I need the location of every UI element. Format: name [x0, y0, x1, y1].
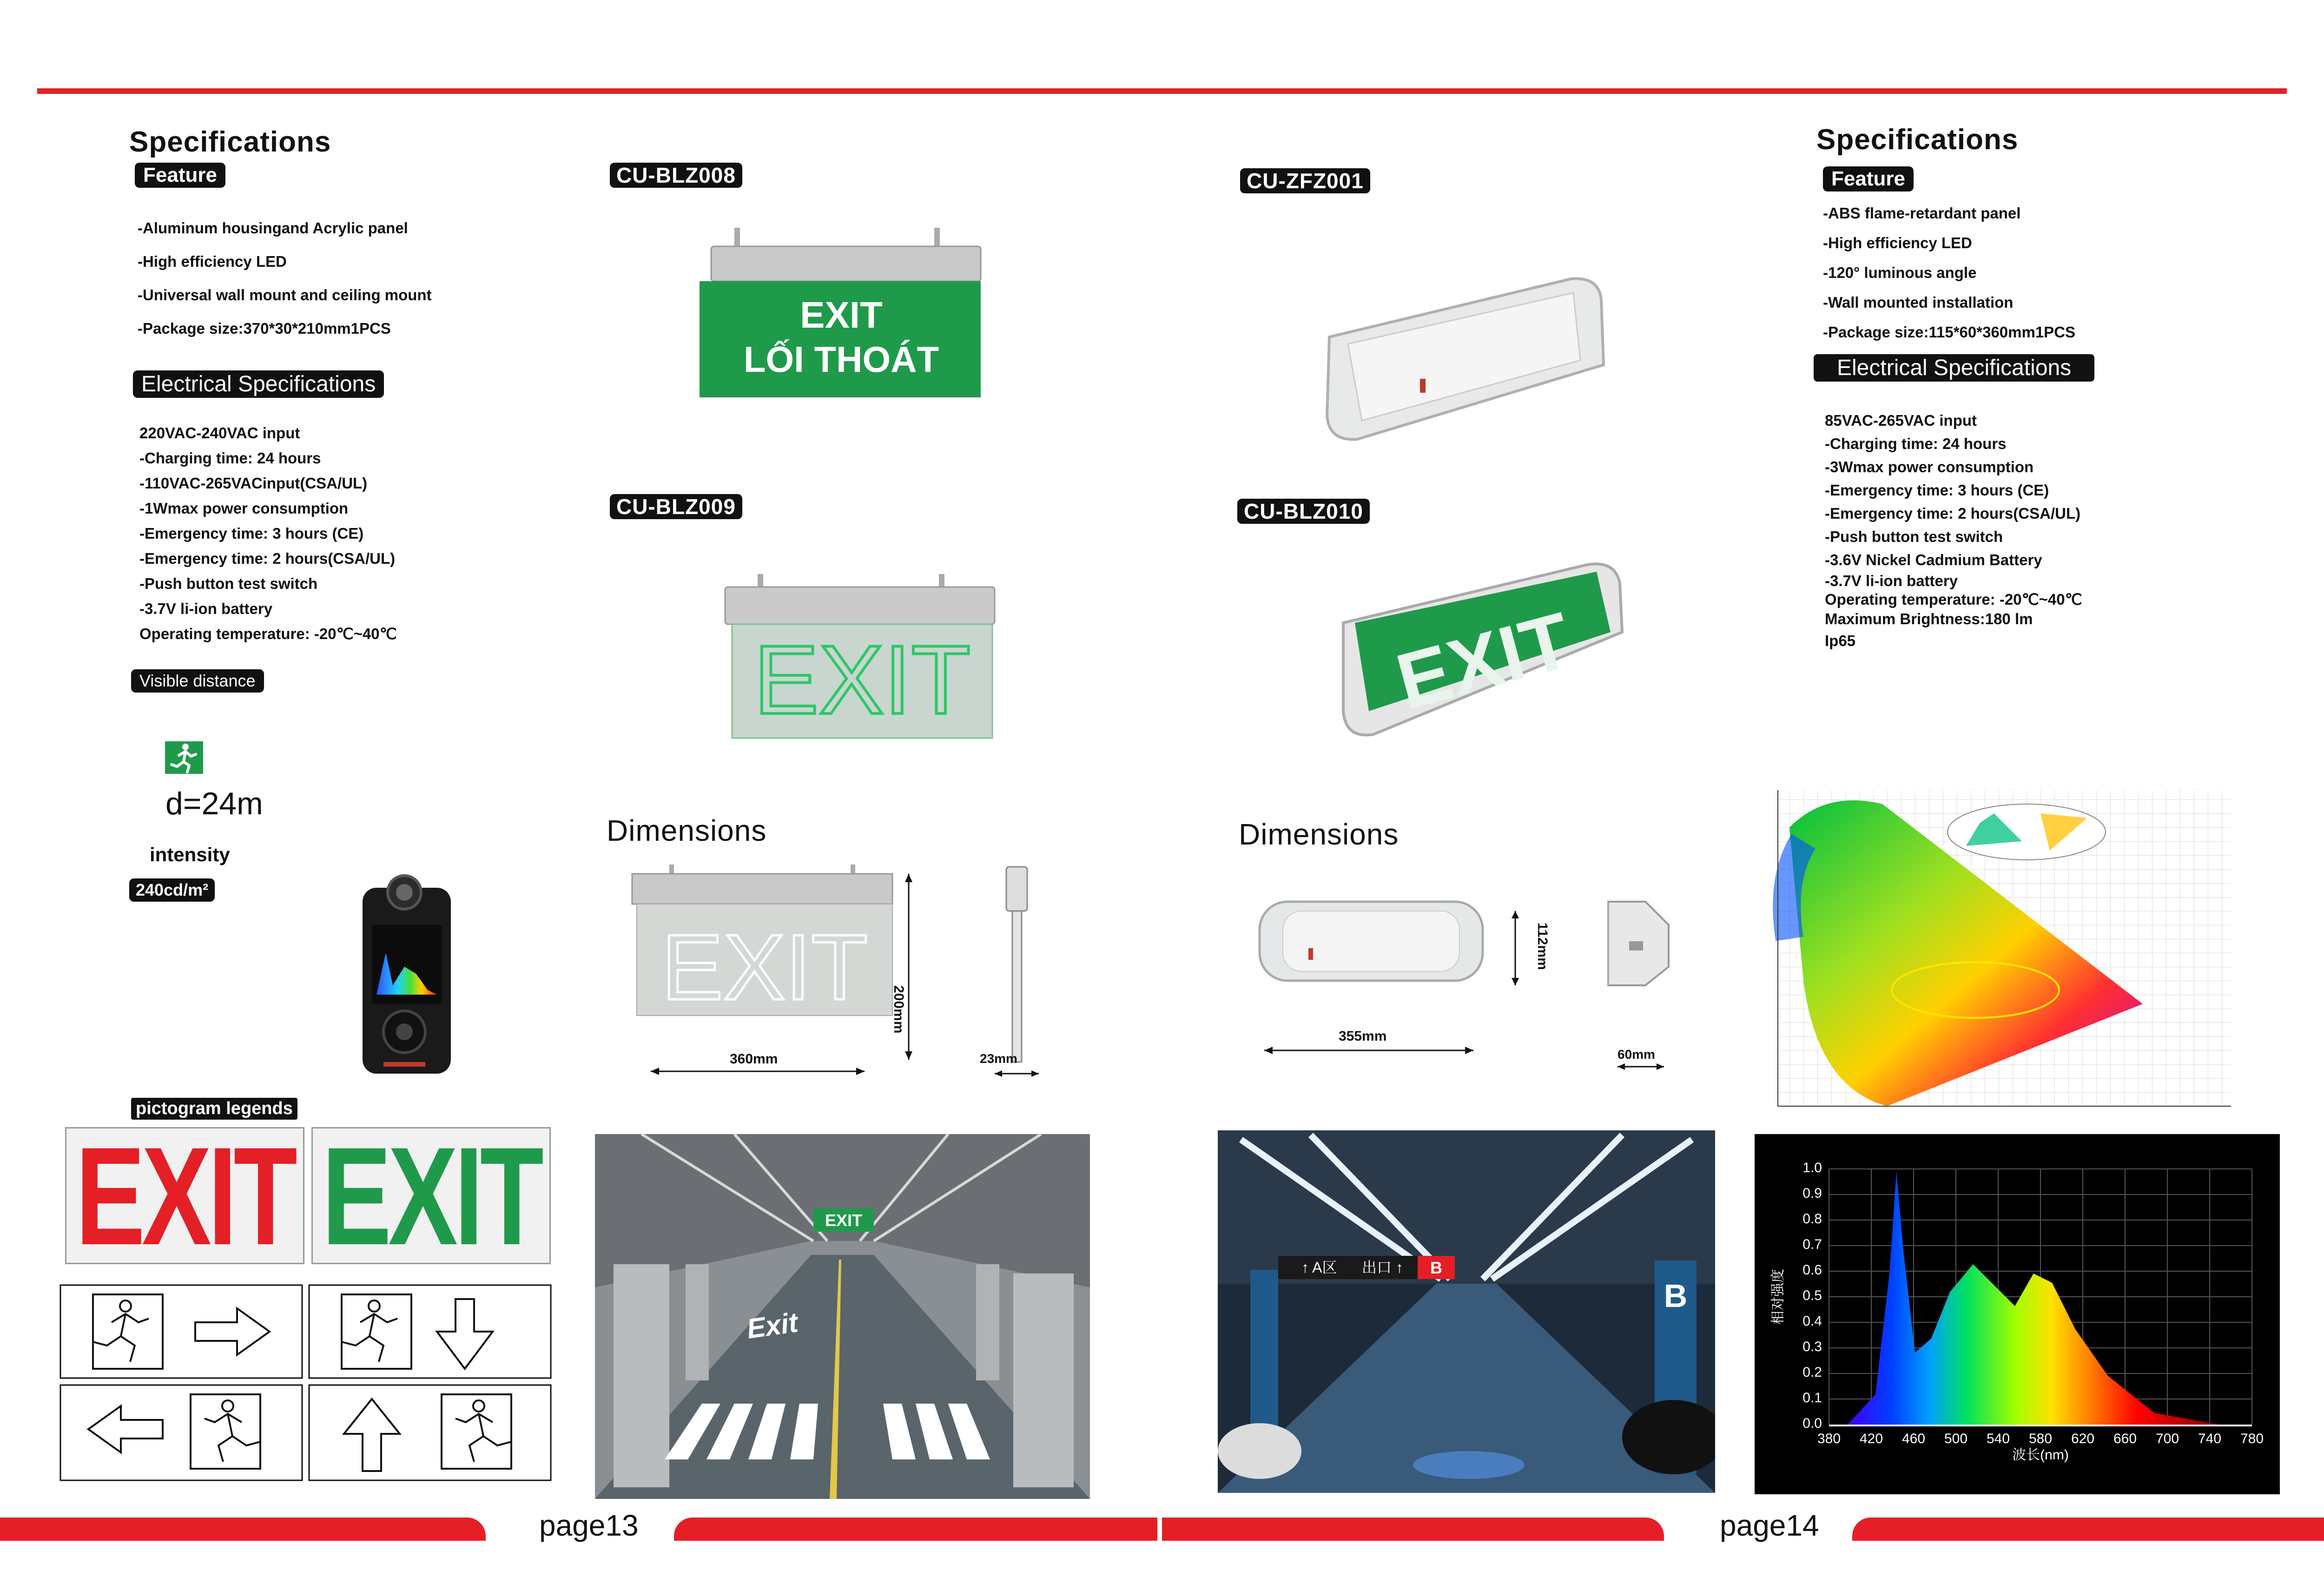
svg-text:0.7: 0.7 [1802, 1237, 1822, 1252]
list-item: -1Wmax power consumption [139, 500, 349, 517]
svg-text:B: B [1430, 1258, 1442, 1277]
svg-text:580: 580 [2028, 1431, 2053, 1446]
feature-list-right [1823, 198, 2075, 347]
svg-text:620: 620 [2071, 1431, 2095, 1446]
svg-text:0.9: 0.9 [1802, 1186, 1822, 1201]
model-badge-zfz001: CU-ZFZ001 [1240, 168, 1370, 193]
dim-width-label-left: 360mm [730, 1051, 778, 1067]
list-item: -Package size:370*30*210mm1PCS [138, 320, 391, 337]
spectrum-xlabel: 波长(nm) [2012, 1447, 2069, 1463]
svg-text:0.8: 0.8 [1802, 1211, 1822, 1227]
list-item: -Wall mounted installation [1823, 294, 2014, 311]
garage-photo-left [595, 1134, 1090, 1499]
pictogram-legends-badge: pictogram legends [131, 1098, 297, 1120]
svg-text:0.0: 0.0 [1802, 1416, 1822, 1431]
list-item: -Emergency time: 3 hours (CE) [1825, 482, 2049, 499]
dim-height-label-left: 200mm [891, 985, 906, 1034]
elec-badge-right: Electrical Specifications [1814, 354, 2094, 382]
sign-line2: LỐI THOÁT [743, 339, 939, 380]
spec-title-right: Specifications [1816, 124, 2019, 156]
running-man-down-arrow-icon [342, 1294, 493, 1369]
intensity-badge: 240cd/m² [129, 878, 215, 902]
legend-exit-green-text: EXIT [322, 1117, 541, 1274]
cie-chromaticity-image [1762, 785, 2240, 1118]
list-item: -3.7V li-ion battery [1825, 572, 1958, 589]
list-item: -3Wmax power consumption [1825, 458, 2034, 475]
svg-text:出口 ↑: 出口 ↑ [1362, 1259, 1403, 1276]
svg-text:660: 660 [2113, 1431, 2137, 1446]
list-item: -Universal wall mount and ceiling mount [138, 286, 432, 304]
list-item: -High efficiency LED [138, 253, 287, 270]
list-item: -ABS flame-retardant panel [1823, 205, 2021, 222]
list-item: -Emergency time: 2 hours(CSA/UL) [1825, 505, 2081, 522]
legend-exit-green [311, 1117, 551, 1274]
page-number-right: page14 [1720, 1509, 1819, 1542]
list-item: -Charging time: 24 hours [139, 449, 321, 467]
sign-line1: EXIT [800, 294, 883, 336]
product-blz010-image [1336, 558, 1634, 744]
svg-text:0.1: 0.1 [1802, 1390, 1822, 1405]
svg-text:EXIT: EXIT [825, 1211, 863, 1230]
spectrum-ylabel: 相对强度 [1770, 1269, 1786, 1325]
dimensions-title-right: Dimensions [1239, 818, 1399, 851]
list-item: Maximum Brightness:180 lm [1825, 610, 2033, 627]
feature-badge-left: Feature [135, 163, 225, 188]
top-rule [37, 88, 2287, 94]
svg-text:0.3: 0.3 [1802, 1339, 1822, 1354]
distance-value: d=24m [165, 786, 263, 821]
legend-exit-red-text: EXIT [75, 1117, 294, 1274]
footer-bar-4 [1852, 1518, 2324, 1541]
list-item: -3.6V Nickel Cadmium Battery [1825, 551, 2042, 568]
feature-badge-right: Feature [1823, 166, 1914, 191]
svg-text:740: 740 [2198, 1431, 2222, 1446]
spec-title-left: Specifications [129, 126, 331, 158]
dimensions-title-left: Dimensions [607, 814, 767, 847]
footer-bar-2 [674, 1518, 1157, 1541]
model-badge-blz009: CU-BLZ009 [610, 494, 742, 519]
list-item: -Aluminum housingand Acrylic panel [138, 219, 408, 237]
svg-text:0.2: 0.2 [1802, 1365, 1822, 1380]
svg-text:500: 500 [1944, 1431, 1968, 1446]
intensity-label: intensity [150, 844, 230, 865]
list-item: -Push button test switch [1825, 528, 2003, 545]
list-item: -Emergency time: 3 hours (CE) [139, 525, 364, 542]
list-item: -Push button test switch [139, 575, 318, 592]
luminance-meter-image [335, 874, 474, 1078]
svg-text:↑ A区: ↑ A区 [1301, 1259, 1337, 1276]
svg-text:0.4: 0.4 [1802, 1313, 1822, 1329]
dim-width-label-right: 355mm [1339, 1029, 1387, 1044]
footer-bar-3 [1162, 1518, 1664, 1541]
sign-text: EXIT [753, 625, 971, 734]
feature-list-left [138, 211, 432, 345]
product-blz008-image [693, 223, 990, 404]
list-item: -Emergency time: 2 hours(CSA/UL) [139, 550, 396, 567]
model-badge-blz010: CU-BLZ010 [1237, 499, 1370, 524]
list-item: 220VAC-240VAC input [139, 424, 300, 442]
svg-text:540: 540 [1986, 1431, 2010, 1446]
list-item: Operating temperature: -20℃~40℃ [139, 625, 397, 642]
running-man-right-arrow-icon [93, 1294, 270, 1369]
svg-text:B: B [1664, 1278, 1688, 1314]
list-item: Ip65 [1825, 632, 1856, 649]
svg-text:Exit: Exit [745, 1306, 800, 1345]
list-item: -Charging time: 24 hours [1825, 435, 2007, 452]
list-item: 85VAC-265VAC input [1825, 412, 1977, 429]
sign-text: EXIT [1387, 595, 1581, 726]
list-item: -High efficiency LED [1823, 234, 1972, 251]
running-man-icon [165, 741, 203, 774]
model-badge-blz008: CU-BLZ008 [610, 163, 742, 188]
elec-list-right [1825, 409, 2082, 653]
dim-depth-label-right: 60mm [1618, 1047, 1655, 1062]
page-number-left: page13 [539, 1509, 639, 1542]
list-item: Operating temperature: -20℃~40℃ [1825, 591, 2082, 608]
footer-bar-1 [0, 1518, 486, 1541]
led-spectrum-chart [1755, 1134, 2280, 1494]
dim-height-label-right: 112mm [1535, 923, 1550, 970]
elec-list-left [139, 421, 397, 647]
visible-distance-badge: Visible distance [131, 669, 264, 693]
legend-exit-red [65, 1117, 304, 1274]
svg-text:0.6: 0.6 [1802, 1262, 1822, 1278]
product-zfz001-image [1320, 277, 1608, 444]
dim-depth-label-left: 23mm [980, 1051, 1017, 1066]
svg-text:380: 380 [1817, 1431, 1841, 1446]
dimension-drawing-left [623, 864, 1088, 1078]
svg-text:420: 420 [1859, 1431, 1883, 1446]
svg-text:0.5: 0.5 [1802, 1288, 1822, 1303]
garage-photo-right [1218, 1130, 1715, 1493]
list-item: -110VAC-265VACinput(CSA/UL) [139, 475, 368, 492]
svg-text:460: 460 [1901, 1431, 1926, 1446]
product-blz009-image [716, 574, 1004, 741]
list-item: -Package size:115*60*360mm1PCS [1823, 323, 2076, 341]
pictogram-grid [56, 1280, 558, 1485]
svg-text:700: 700 [2155, 1431, 2179, 1446]
elec-badge-left: Electrical Specifications [133, 370, 384, 398]
up-arrow-running-man-icon [344, 1394, 511, 1471]
list-item: -3.7V li-ion battery [139, 600, 273, 617]
left-arrow-running-man-icon [88, 1394, 260, 1469]
svg-text:1.0: 1.0 [1802, 1160, 1822, 1175]
svg-text:EXIT: EXIT [661, 916, 868, 1019]
svg-text:780: 780 [2240, 1431, 2264, 1446]
list-item: -120° luminous angle [1823, 264, 1977, 281]
